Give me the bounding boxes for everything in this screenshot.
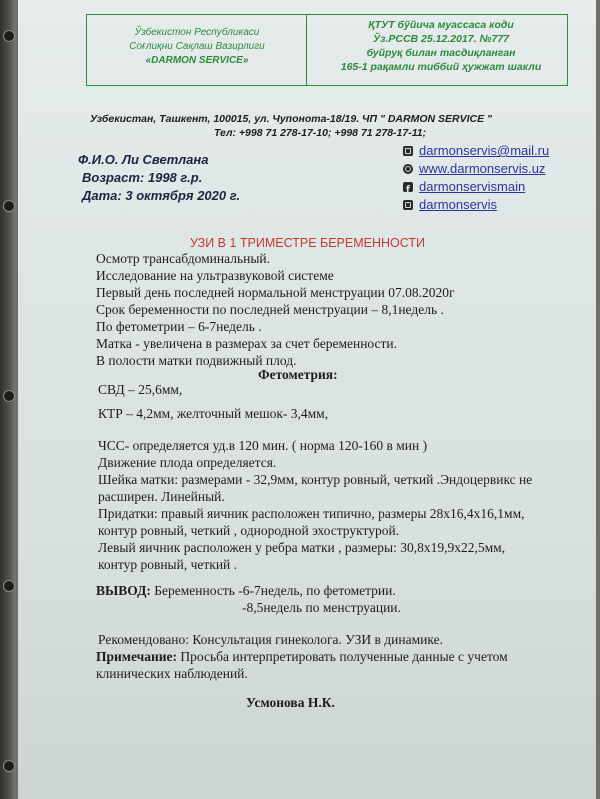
conclusion-text: Беременность -6-7недель, по фетометрии. <box>150 583 396 598</box>
note-text: Просьба интерпретировать полученные данные с учетом <box>177 649 508 664</box>
note-label: Примечание: <box>96 649 178 664</box>
document-page <box>18 0 596 799</box>
header-divider <box>306 14 307 86</box>
report-line: Шейка матки: размерами - 32,9мм, контур ровный, четкий .Эндоцервикс не <box>98 472 533 487</box>
instagram-link[interactable]: darmonservis <box>419 197 498 212</box>
binder-ring <box>3 200 15 212</box>
mail-icon <box>403 146 413 156</box>
report-line: ЧСС- определяется уд.в 120 мин. ( норма 120-160 в мин ) <box>98 438 428 453</box>
findings <box>98 437 532 573</box>
report-line: Движение плода определяется. <box>98 455 277 470</box>
binder-strip <box>0 0 16 799</box>
header-left <box>92 26 302 68</box>
facebook-icon <box>403 182 413 192</box>
email-link[interactable]: darmonservis@mail.ru <box>419 143 550 158</box>
report-line: контур ровный, четкий . <box>98 557 238 572</box>
binder-ring <box>3 760 15 772</box>
note <box>96 648 508 665</box>
header-right-line: Ўз.РССВ 25.12.2017. №777 <box>373 33 509 45</box>
clinic-phone: Тел: +998 71 278-17-10; +998 71 278-17-11; <box>214 127 427 139</box>
conclusion-text-2: -8,5недель по менструации. <box>242 600 401 615</box>
report-line: Придатки: правый яичник расположен типично, размеры 28х16,4х16,1мм, <box>98 506 525 521</box>
clinic-address: Узбекистан, Ташкент, 100015, ул. Чупонота-18/19. ЧП " DARMON SERVICE " <box>90 113 492 125</box>
report-title: УЗИ В 1 ТРИМЕСТРЕ БЕРЕМЕННОСТИ <box>190 236 425 250</box>
report-line: В полости матки подвижный плод. <box>96 353 297 368</box>
website-link[interactable]: www.darmonservis.uz <box>419 161 546 176</box>
svd-line: СВД – 25,6мм, <box>98 382 183 397</box>
contacts <box>403 142 549 214</box>
report-line: расширен. Линейный. <box>98 489 225 504</box>
binder-ring <box>3 580 15 592</box>
exam-date: Дата: 3 октября 2020 г. <box>82 188 241 203</box>
header-right-line: 165-1 рақамли тиббий ҳужжат шакли <box>340 61 542 73</box>
report-line: Срок беременности по последней менструации – 8,1недель . <box>96 302 444 317</box>
signature: Усмонова Н.К. <box>246 695 335 710</box>
report-line: Осмотр трансабдоминальный. <box>96 251 271 266</box>
fetometry-heading: Фетометрия: <box>258 367 338 382</box>
report-intro <box>96 250 455 369</box>
note-text-2: клинических наблюдений. <box>96 666 248 681</box>
conclusion <box>96 582 396 599</box>
facebook-link[interactable]: darmonservismain <box>419 179 526 194</box>
header-left-line: Соғлиқни Сақлаш Вазирлиги <box>129 41 265 52</box>
patient-name: Ф.И.О. Ли Светлана <box>78 152 209 167</box>
conclusion-label: ВЫВОД: <box>96 583 151 598</box>
instagram-icon <box>403 200 413 210</box>
report-line: Левый яичник расположен у ребра матки , размеры: 30,8х19,9х22,5мм, <box>98 540 506 555</box>
header-left-line: Ўзбекистон Республикаси <box>134 27 260 38</box>
report-line: Матка - увеличена в размерах за счет беременности. <box>96 336 398 351</box>
report-line: Первый день последней нормальной менструации 07.08.2020г <box>96 285 455 300</box>
ktr-line: КТР – 4,2мм, желточный мешок- 3,4мм, <box>98 406 329 421</box>
header-right-line: буйруқ билан тасдиқланган <box>366 47 516 59</box>
patient-age: Возраст: 1998 г.р. <box>82 170 203 185</box>
report-line: По фетометрии – 6-7недель . <box>96 319 262 334</box>
binder-ring <box>3 30 15 42</box>
report-line: контур ровный, четкий , однородной эхоструктурой. <box>98 523 400 538</box>
report-line: Исследование на ультразвуковой системе <box>96 268 334 283</box>
header-right-line: ҚТУТ бўйича муассаса коди <box>368 19 514 31</box>
header-right <box>336 18 546 74</box>
globe-icon <box>403 164 413 174</box>
recommendation: Рекомендовано: Консультация гинеколога. УЗИ в динамике. <box>98 632 443 647</box>
binder-ring <box>3 390 15 402</box>
header-left-line: «DARMON SERVICE» <box>145 55 249 66</box>
